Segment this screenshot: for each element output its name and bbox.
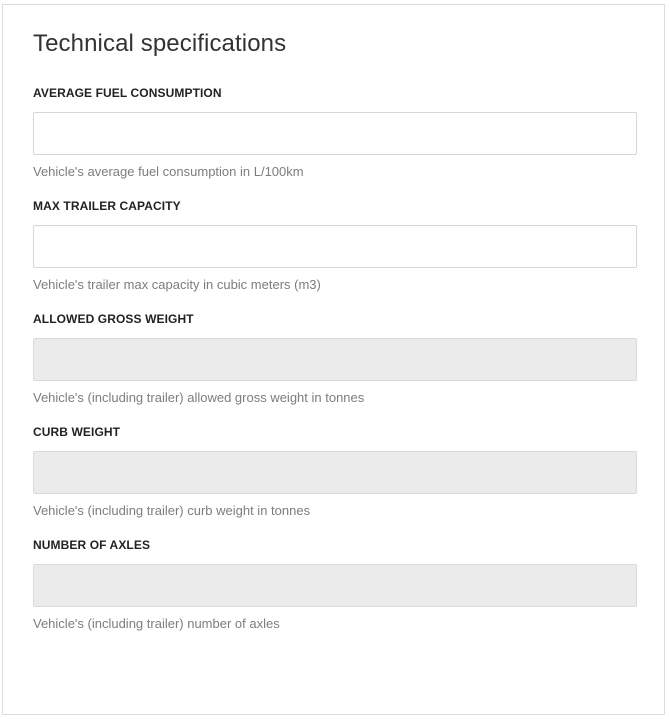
curb-weight-label: CURB WEIGHT [33,425,121,439]
allowed-gross-weight-field [33,312,637,406]
average-fuel-consumption-label: AVERAGE FUEL CONSUMPTION [33,86,222,100]
number-of-axles-input[interactable] [33,564,637,607]
number-of-axles-label: NUMBER OF AXLES [33,538,151,552]
number-of-axles-help: Vehicle's (including trailer) number of axles [33,616,280,631]
allowed-gross-weight-input[interactable] [33,338,637,381]
curb-weight-input[interactable] [33,451,637,494]
allowed-gross-weight-help: Vehicle's (including trailer) allowed gross weight in tonnes [33,390,365,405]
max-trailer-capacity-field [33,199,637,293]
section-title: Technical specifications [33,30,287,57]
average-fuel-consumption-help: Vehicle's average fuel consumption in L/100km [33,164,304,179]
technical-specifications-panel [2,4,665,715]
average-fuel-consumption-field [33,86,637,180]
max-trailer-capacity-help: Vehicle's trailer max capacity in cubic meters (m3) [33,277,321,292]
number-of-axles-field [33,538,637,632]
max-trailer-capacity-input[interactable] [33,225,637,268]
curb-weight-help: Vehicle's (including trailer) curb weight in tonnes [33,503,311,518]
average-fuel-consumption-input[interactable] [33,112,637,155]
max-trailer-capacity-label: MAX TRAILER CAPACITY [33,199,181,213]
allowed-gross-weight-label: ALLOWED GROSS WEIGHT [33,312,194,326]
curb-weight-field [33,425,637,519]
